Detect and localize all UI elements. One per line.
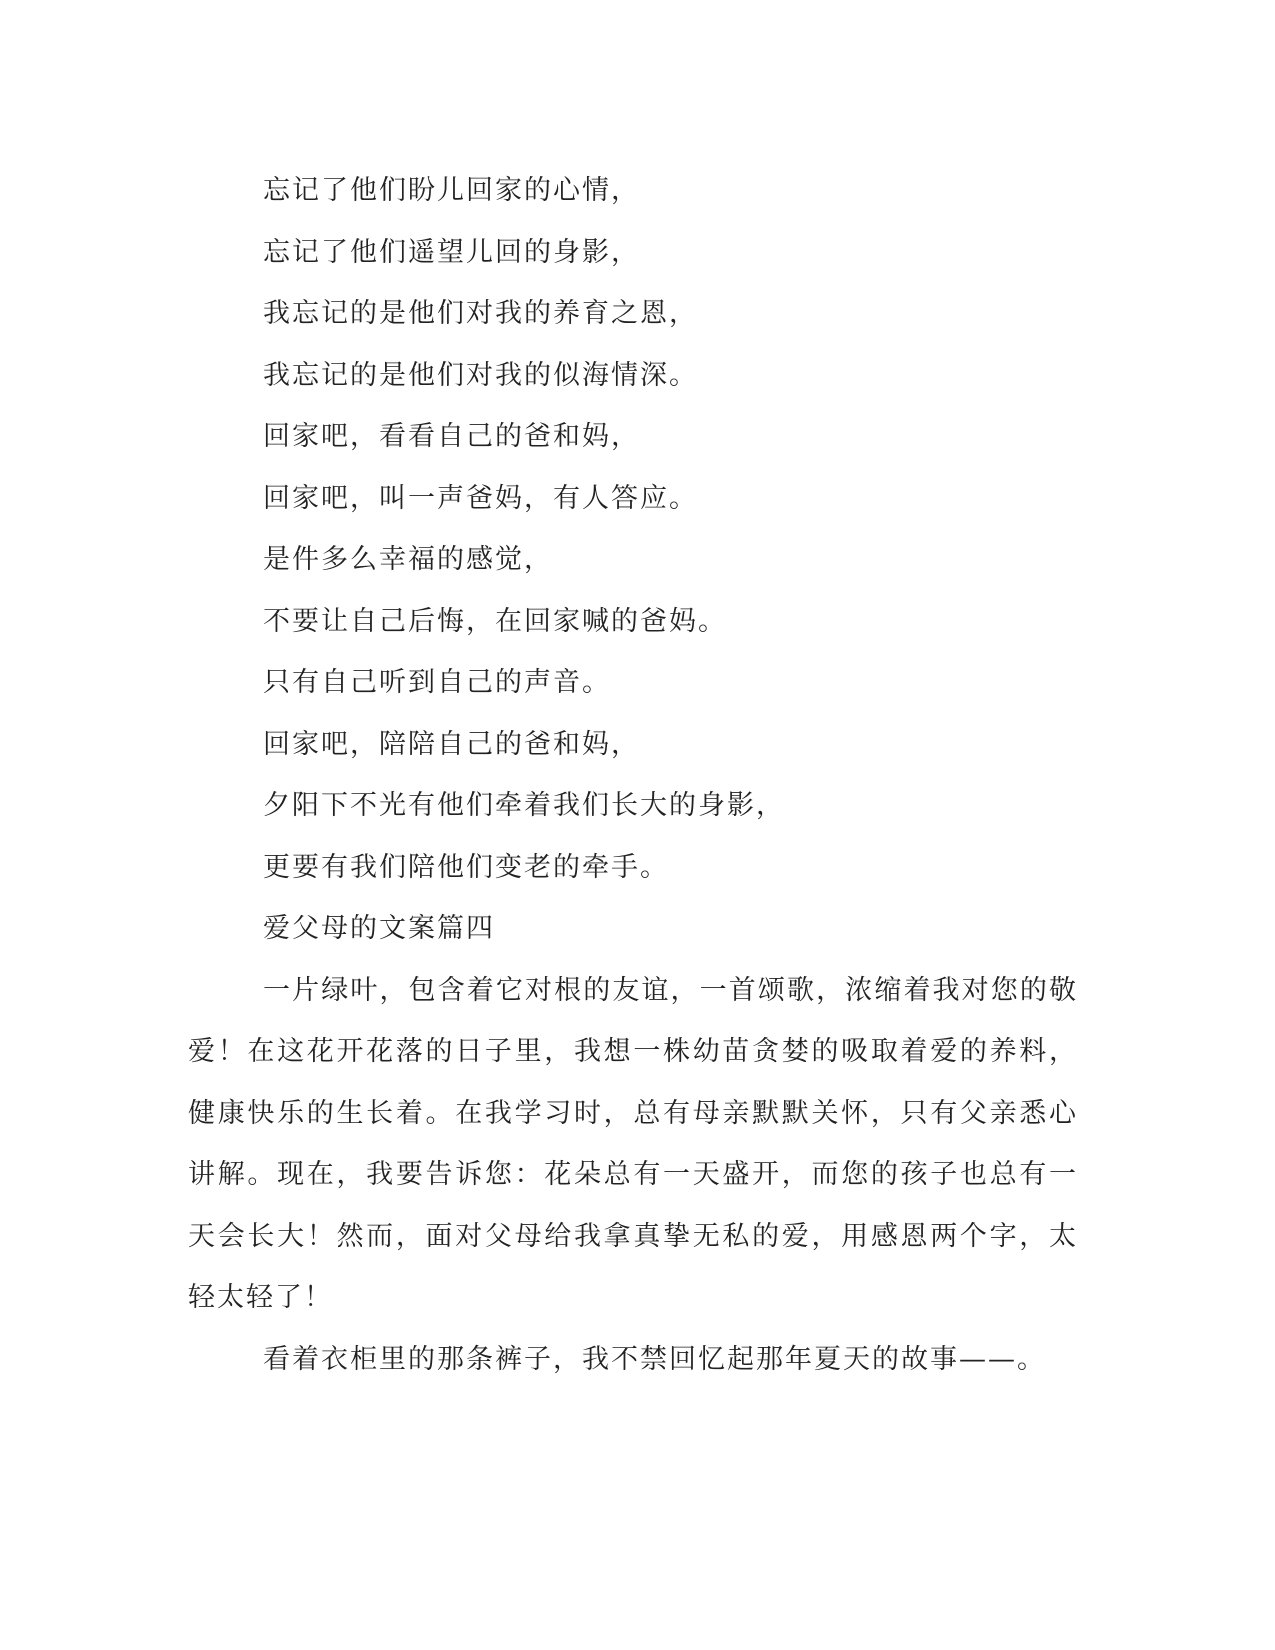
poem-line: 我忘记的是他们对我的养育之恩，	[263, 298, 698, 329]
poem-line: 不要让自己后悔，在回家喊的爸妈。	[263, 605, 727, 637]
poem-line: 我忘记的是他们对我的似海情深。	[263, 359, 698, 391]
poem-line: 回家吧，看看自己的爸和妈，	[263, 421, 640, 452]
poem-line: 是件多么幸福的感觉，	[263, 544, 553, 575]
poem-line: 只有自己听到自己的声音。	[263, 667, 611, 698]
body-paragraph: 看着衣柜里的那条裤子，我不禁回忆起那年夏天的故事——。	[263, 1343, 1046, 1375]
body-paragraph: 一片绿叶，包含着它对根的友谊，一首颂歌，浓缩着我对您的敬爱！在这花开花落的日子里，我想一株幼苗贪婪的吸取着爱的养料，健康快乐的生长着。在我学习时，总有母亲默默关怀，只有父亲悉心讲解。现在，我要告诉您：花朵总有一天盛开，而您的孩子也总有一天会长大！然而，面对父母给我拿真挚无私的爱，用感恩两个字，太轻太轻了！	[188, 974, 1078, 1313]
poem-line: 回家吧，叫一声爸妈，有人答应。	[263, 482, 698, 514]
poem-line: 夕阳下不光有他们牵着我们长大的身影，	[263, 790, 785, 821]
document-body	[188, 160, 1088, 1390]
poem-line: 更要有我们陪他们变老的牵手。	[263, 851, 669, 883]
poem-line: 忘记了他们盼儿回家的心情，	[263, 175, 640, 206]
section-heading: 爱父母的文案篇四	[263, 913, 495, 944]
poem-line: 回家吧，陪陪自己的爸和妈，	[263, 728, 640, 760]
poem-line: 忘记了他们遥望儿回的身影，	[263, 236, 640, 268]
